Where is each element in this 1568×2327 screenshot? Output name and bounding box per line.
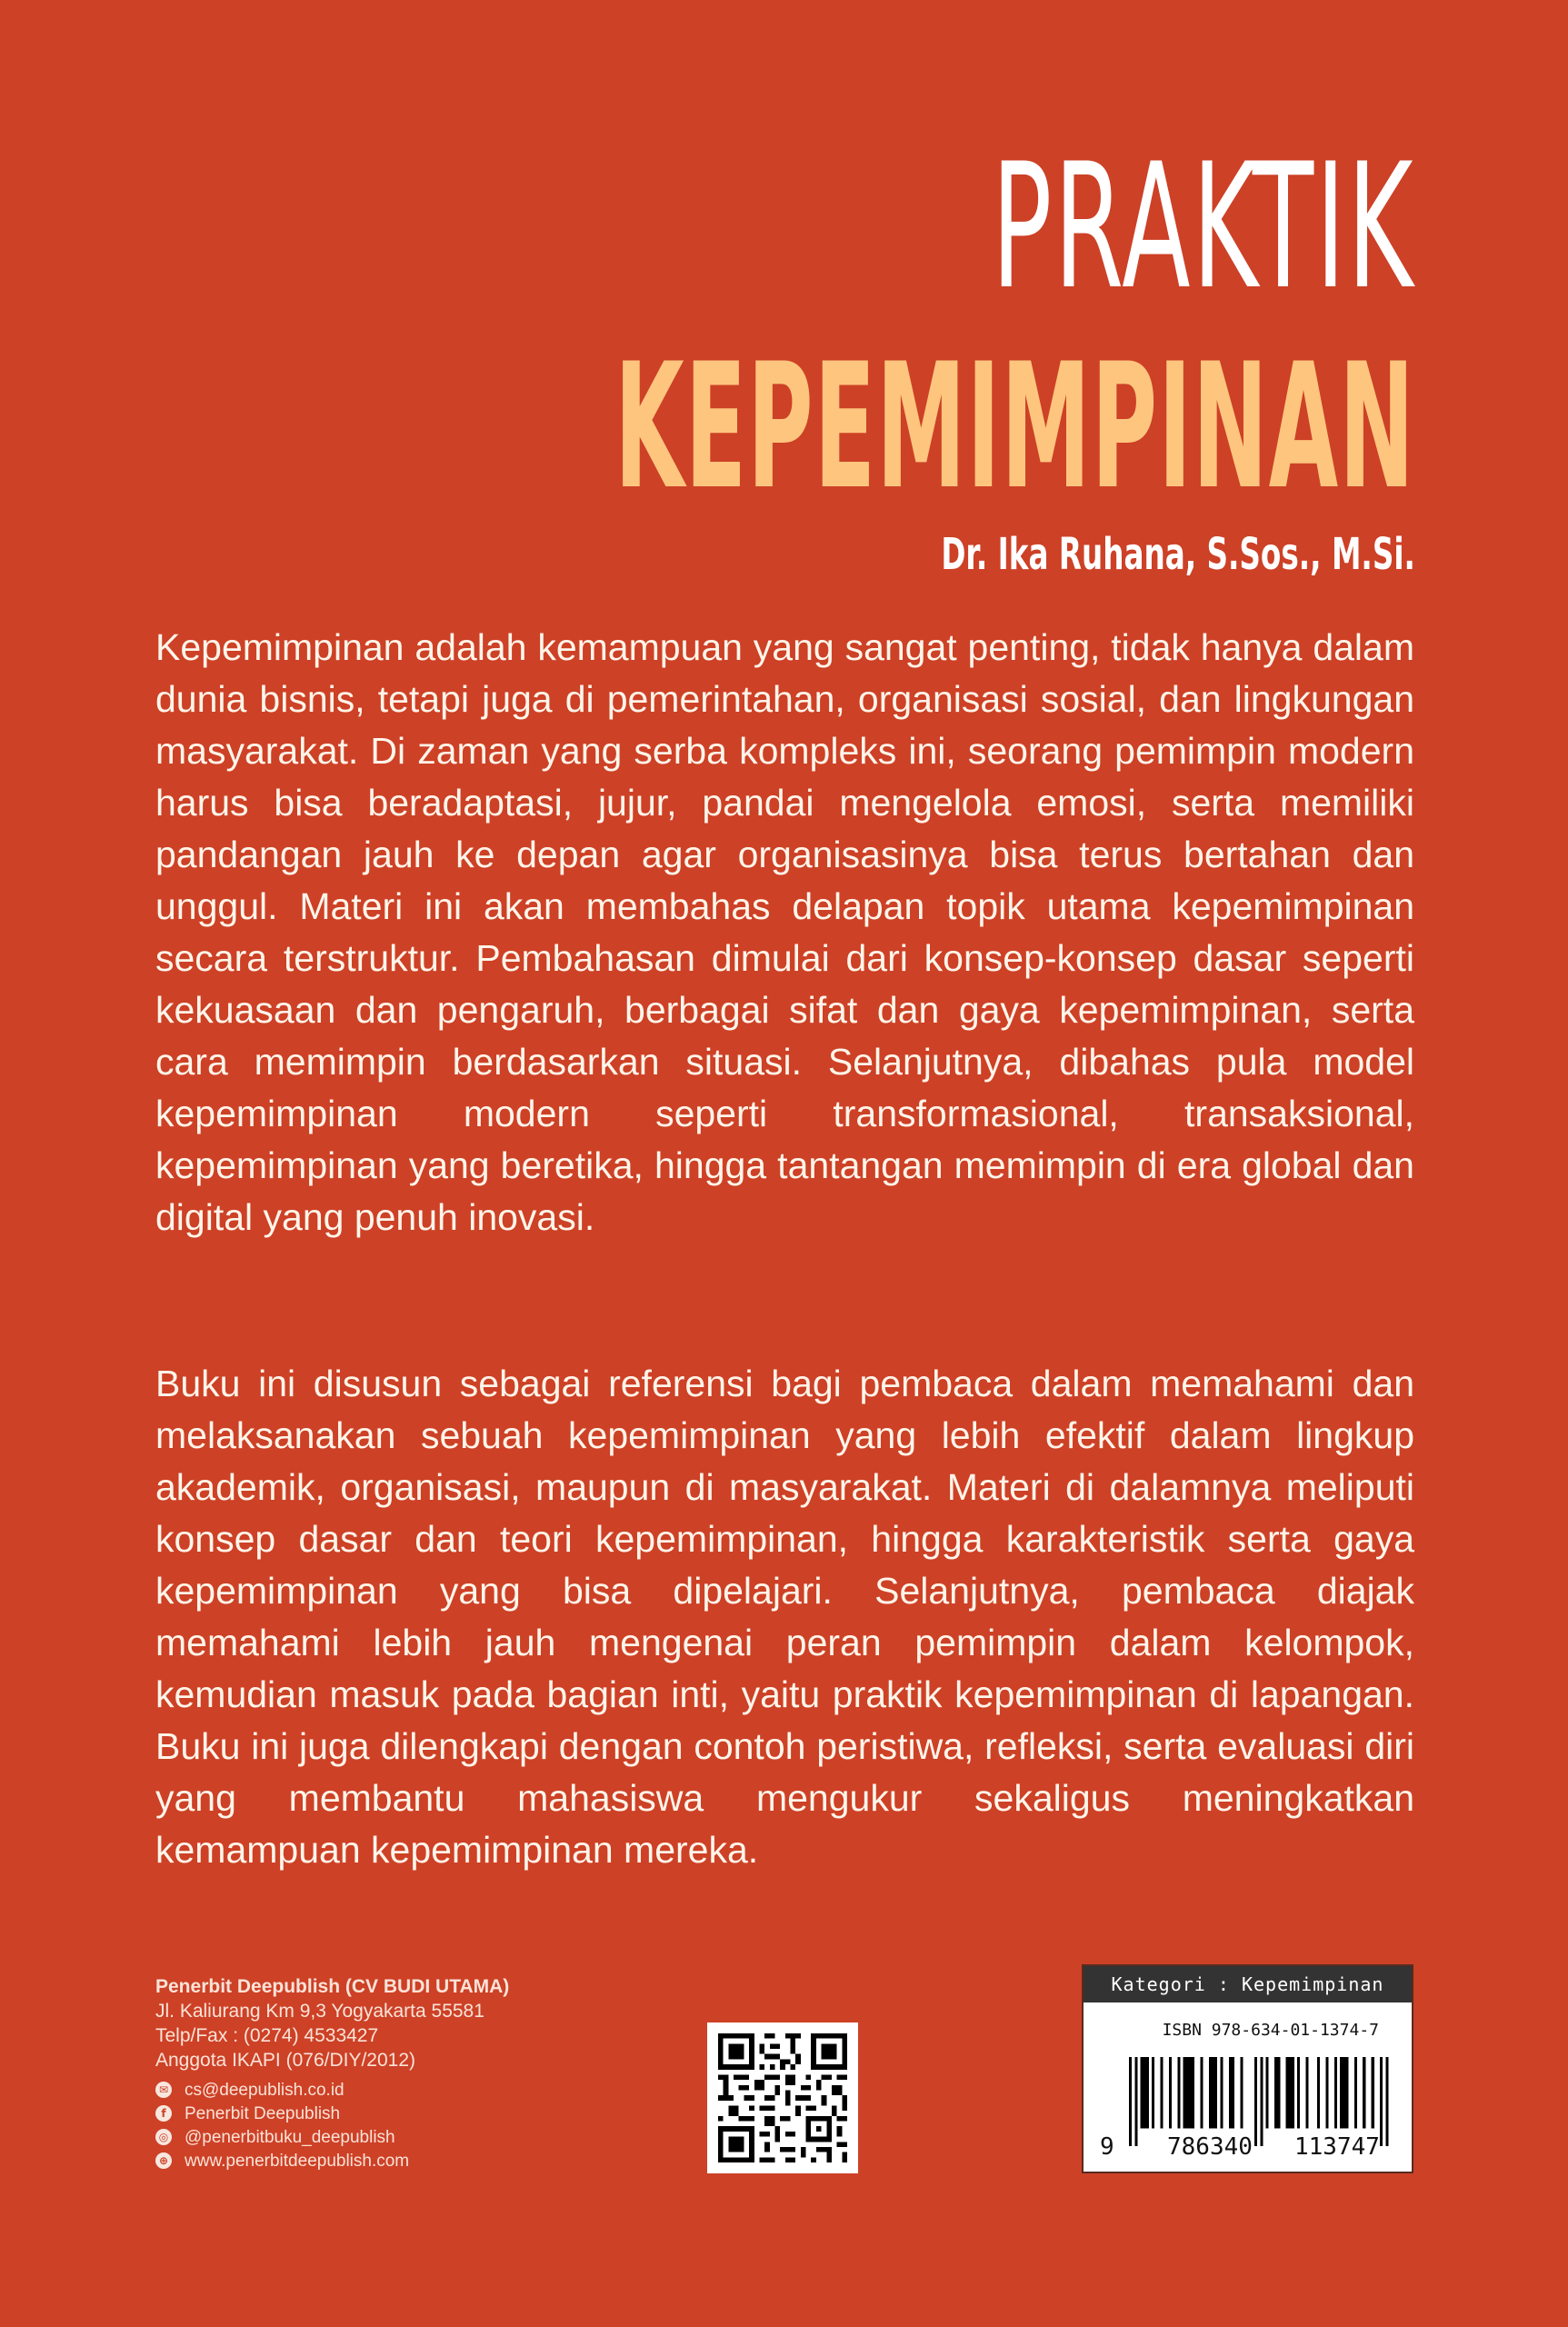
barcode-digits-right: 113747 — [1294, 2133, 1380, 2161]
title-block — [0, 126, 1415, 582]
publisher-membership: Anggota IKAPI (076/DIY/2012) — [155, 2050, 416, 2071]
book-title-line2: KEPEMIMPINAN — [614, 326, 1415, 527]
contact-email[interactable] — [155, 2078, 509, 2102]
isbn-number: ISBN 978-634-01-1374-7 — [1162, 2021, 1379, 2040]
contact-list — [155, 2078, 509, 2172]
publisher-phone: Telp/Fax : (0274) 4533427 — [155, 2025, 379, 2046]
book-title-line1: PRAKTIK — [992, 126, 1415, 327]
instagram-icon: ◎ — [155, 2129, 172, 2145]
isbn-barcode-box — [1082, 1964, 1413, 2173]
category-label: Kategori : Kepemimpinan — [1084, 1966, 1412, 2002]
contact-website-text[interactable]: www.penerbitdeepublish.com — [185, 2151, 410, 2171]
contact-instagram-text[interactable]: @penerbitbuku_deepublish — [185, 2127, 395, 2147]
globe-icon: ⊕ — [155, 2152, 172, 2169]
publisher-name: Penerbit Deepublish (CV BUDI UTAMA) — [155, 1976, 510, 1997]
contact-email-text[interactable]: cs@deepublish.co.id — [185, 2080, 345, 2100]
description-paragraph-2: Buku ini disusun sebagai referensi bagi pembaca dalam memahami dan melaksanakan sebuah kepemimpinan yang lebih efektif dalam lingkup akademik, organisasi, maupun di masyarakat. Materi di dalamnya meliputi konsep dasar dan teori kepemimpinan, hingga karakteristik serta gaya kepemimpinan yang bisa dipelajari. Selanjutnya, pembaca diajak memahami lebih jauh mengenai peran pemimpin dalam kelompok, kemudian masuk pada bagian inti, yaitu praktik kepemimpinan di lapangan. Buku ini juga dilengkapi dengan contoh peristiwa, refleksi, serta evaluasi diri yang membantu mahasiswa mengukur sekaligus meningkatkan kemampuan kepemimpinan mereka. — [155, 1363, 1414, 1871]
qr-code-icon — [718, 2033, 847, 2162]
contact-facebook-text[interactable]: Penerbit Deepublish — [185, 2103, 341, 2123]
qr-code[interactable] — [707, 2022, 858, 2173]
email-icon: ✉ — [155, 2082, 172, 2098]
barcode-digit-first: 9 — [1100, 2133, 1114, 2161]
facebook-icon: f — [155, 2105, 172, 2122]
contact-facebook[interactable] — [155, 2102, 509, 2125]
barcode-digits-left: 786340 — [1167, 2133, 1253, 2161]
contact-instagram[interactable] — [155, 2125, 509, 2149]
description-paragraph-1: Kepemimpinan adalah kemampuan yang sangat penting, tidak hanya dalam dunia bisnis, tetapi juga di pemerintahan, organisasi sosial, dan lingkungan masyarakat. Di zaman yang serba kompleks ini, seorang pemimpin modern harus bisa beradaptasi, jujur, pandai mengelola emosi, serta memiliki pandangan jauh ke depan agar organisasinya bisa terus bertahan dan unggul. Materi ini akan membahas delapan topik utama kepemimpinan secara terstruktur. Pembahasan dimulai dari konsep-konsep dasar seperti kekuasaan dan pengaruh, berbagai sifat dan gaya kepemimpinan, serta cara memimpin berdasarkan situasi. Selanjutnya, dibahas pula model kepemimpinan modern seperti transformasional, transaksional, kepemimpinan yang beretika, hingga tantangan memimpin di era global dan digital yang penuh inovasi. — [155, 626, 1414, 1238]
publisher-address: Jl. Kaliurang Km 9,3 Yogyakarta 55581 — [155, 2001, 484, 2022]
contact-website[interactable] — [155, 2149, 509, 2172]
publisher-info — [155, 1974, 509, 2172]
author-name: Dr. Ika Ruhana, S.Sos., M.Si. — [941, 529, 1415, 580]
